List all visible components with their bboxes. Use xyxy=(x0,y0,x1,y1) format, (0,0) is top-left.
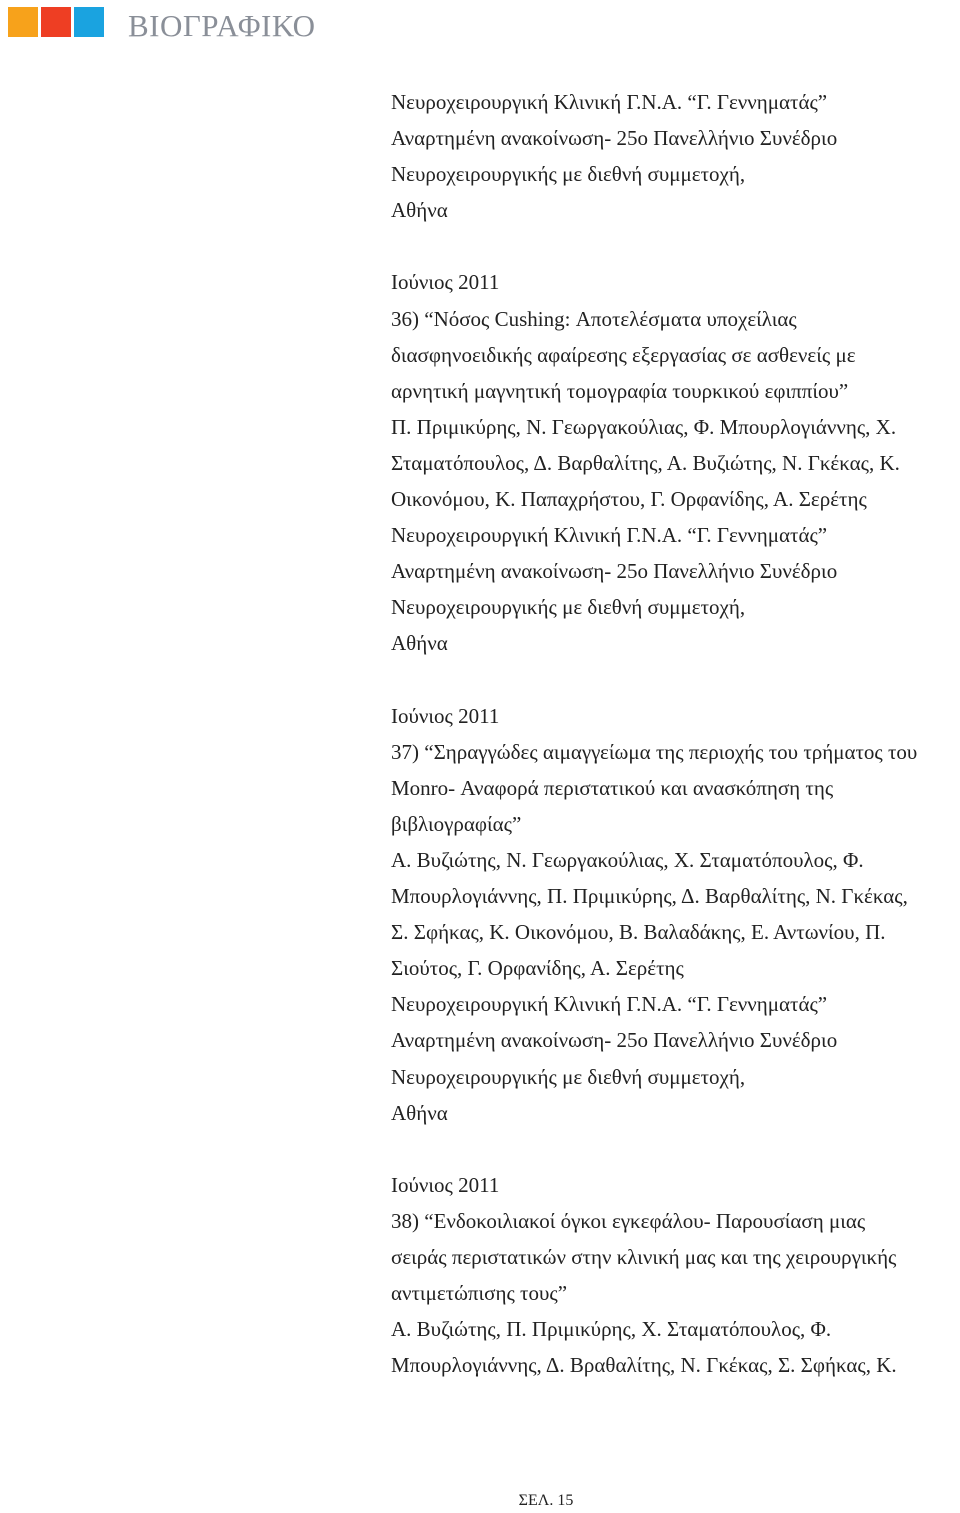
entry-line: Σταματόπουλος, Δ. Βαρθαλίτης, Α. Βυζιώτης, Ν. Γκέκας, Κ. xyxy=(391,450,900,475)
logo xyxy=(8,7,104,37)
entry-line: Νευροχειρουργικής με διεθνή συμμετοχή, xyxy=(391,595,746,620)
entry-line: αρνητική μαγνητική τομογραφία τουρκικού εφιππίου” xyxy=(391,378,849,403)
entry-line: Νευροχειρουργική Κλινική Γ.Ν.Α. “Γ. Γεννηματάς” xyxy=(391,992,828,1017)
entry-line: αντιμετώπισης τους” xyxy=(391,1281,568,1306)
logo-square-yellow xyxy=(8,7,38,37)
entry-line: Οικονόμου, Κ. Παπαχρήστου, Γ. Ορφανίδης, Α. Σερέτης xyxy=(391,487,867,512)
entry-line: Α. Βυζιώτης, Ν. Γεωργακούλιας, Χ. Σταματόπουλος, Φ. xyxy=(391,847,864,872)
entry-date: Ιούνιος 2011 xyxy=(391,703,500,728)
entry-line: Αναρτημένη ανακοίνωση- 25ο Πανελλήνιο Συνέδριο xyxy=(391,126,838,151)
header xyxy=(8,7,104,39)
spacer xyxy=(391,662,960,698)
entry-line: Αθήνα xyxy=(391,1100,448,1125)
entry-line: Αθήνα xyxy=(391,198,448,223)
entry-date: Ιούνιος 2011 xyxy=(391,270,500,295)
document-title: ΒΙΟΓΡΑΦΙΚΟ xyxy=(128,8,316,43)
cv-entry xyxy=(391,264,960,661)
entry-line: Μπουρλογιάννης, Δ. Βραθαλίτης, Ν. Γκέκας, Σ. Σφήκας, Κ. xyxy=(391,1353,897,1378)
entry-line: Monro- Αναφορά περιστατικού και ανασκόπηση της xyxy=(391,775,834,800)
entry-line: Νευροχειρουργικής με διεθνή συμμετοχή, xyxy=(391,162,746,187)
entry-line: Νευροχειρουργική Κλινική Γ.Ν.Α. “Γ. Γεννηματάς” xyxy=(391,523,828,548)
entry-line: σειράς περιστατικών στην κλινική μας και της χειρουργικής xyxy=(391,1245,897,1269)
entry-line: Αναρτημένη ανακοίνωση- 25ο Πανελλήνιο Συνέδριο xyxy=(391,559,838,584)
entry-line: Αναρτημένη ανακοίνωση- 25ο Πανελλήνιο Συνέδριο xyxy=(391,1028,838,1053)
cv-entry xyxy=(391,698,960,1131)
entry-line: Νευροχειρουργικής με διεθνή συμμετοχή, xyxy=(391,1064,746,1089)
entry-line: διασφηνοειδικής αφαίρεσης εξεργασίας σε ασθενείς με xyxy=(391,342,856,367)
entry-line: βιβλιογραφίας” xyxy=(391,811,522,836)
logo-square-red xyxy=(41,7,71,37)
logo-square-blue xyxy=(74,7,104,37)
entry-line: 37) “Σηραγγώδες αιμαγγείωμα της περιοχής του τρήματος του xyxy=(391,739,918,764)
cv-entry xyxy=(391,1167,960,1384)
entry-line: Α. Βυζιώτης, Π. Πριμικύρης, Χ. Σταματόπουλος, Φ. xyxy=(391,1317,832,1342)
entry-line: 38) “Ενδοκοιλιακοί όγκοι εγκεφάλου- Παρουσίαση μιας xyxy=(391,1208,866,1233)
entry-line: Σ. Σφήκας, Κ. Οικονόμου, Β. Βαλαδάκης, Ε. Αντωνίου, Π. xyxy=(391,920,886,945)
cv-content xyxy=(391,84,960,1383)
entry-date: Ιούνιος 2011 xyxy=(391,1172,500,1197)
entry-line: Μπουρλογιάννης, Π. Πριμικύρης, Δ. Βαρθαλίτης, Ν. Γκέκας, xyxy=(391,884,908,909)
entry-line: Αθήνα xyxy=(391,631,448,656)
spacer xyxy=(391,228,960,264)
cv-entry xyxy=(391,84,960,228)
entry-line: 36) “Νόσος Cushing: Αποτελέσματα υποχείλιας xyxy=(391,306,797,331)
page-number: ΣΕΛ. 15 xyxy=(518,1492,574,1509)
entry-line: Νευροχειρουργική Κλινική Γ.Ν.Α. “Γ. Γεννηματάς” xyxy=(391,90,828,114)
entry-line: Σιούτος, Γ. Ορφανίδης, Α. Σερέτης xyxy=(391,956,684,981)
spacer xyxy=(391,1131,960,1167)
entry-line: Π. Πριμικύρης, Ν. Γεωργακούλιας, Φ. Μπουρλογιάννης, Χ. xyxy=(391,414,897,439)
